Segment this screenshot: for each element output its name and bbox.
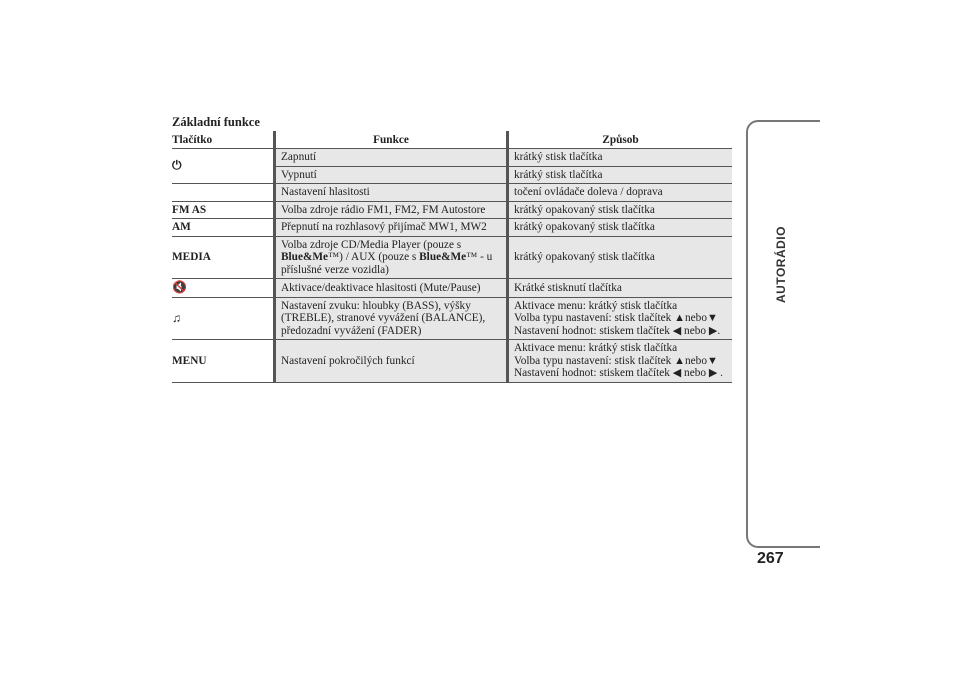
method-line: .	[717, 367, 723, 379]
method-cell: Krátké stisknutí tlačítka	[508, 279, 733, 298]
right-arrow-icon: ▶	[708, 367, 718, 379]
mute-icon: 🔇	[172, 280, 187, 294]
table-row	[172, 279, 732, 298]
method-cell	[508, 297, 733, 340]
header-method: Způsob	[508, 131, 733, 149]
up-arrow-icon: ▲	[674, 312, 686, 324]
method-line: nebo	[681, 324, 709, 337]
method-cell: krátký stisk tlačítka	[508, 166, 733, 184]
brand-name: Blue&Me	[281, 251, 329, 263]
function-cell: Aktivace/deaktivace hlasitosti (Mute/Pause)	[275, 279, 508, 298]
function-line: Nastavení zvuku: hloubky (BASS), výšky	[281, 299, 471, 312]
table-row	[172, 201, 732, 219]
method-line: nebo	[685, 312, 707, 324]
table-row	[172, 236, 732, 279]
method-cell: krátký opakovaný stisk tlačítka	[508, 201, 733, 219]
right-arrow-icon: ▶	[708, 324, 718, 337]
table-row	[172, 184, 732, 202]
function-cell: Vypnutí	[275, 166, 508, 184]
method-cell: krátký opakovaný stisk tlačítka	[508, 236, 733, 279]
function-cell: Přepnutí na rozhlasový přijímač MW1, MW2	[275, 219, 508, 237]
functions-table	[172, 131, 732, 383]
function-cell	[275, 297, 508, 340]
method-line: Volba typu nastavení: stisk tlačítek	[514, 312, 675, 324]
page-number: 267	[757, 550, 784, 567]
method-line: .	[717, 324, 721, 337]
left-arrow-icon: ◀	[672, 367, 682, 379]
down-arrow-icon: ▼	[706, 354, 718, 367]
method-line: Volba typu nastavení: stisk tlačítek	[514, 354, 675, 367]
power-button-cell	[172, 149, 275, 184]
header-button: Tlačítko	[172, 133, 213, 146]
method-line: nebo	[681, 367, 709, 379]
chapter-label: AUTORÁDIO	[774, 226, 788, 303]
function-line: Volba zdroje CD/Media Player (pouze s	[281, 238, 462, 251]
method-cell	[508, 340, 733, 383]
button-cell: MENU	[172, 340, 275, 383]
left-arrow-icon: ◀	[672, 324, 682, 337]
table-row	[172, 219, 732, 237]
function-line: příslušné verze vozidla)	[281, 263, 389, 276]
up-arrow-icon: ▲	[674, 354, 686, 367]
audio-settings-icon: ♫	[172, 310, 181, 325]
function-line: ™ - u	[466, 251, 493, 263]
function-line: (TREBLE), stranové vyvážení (BALANCE),	[281, 312, 486, 324]
method-line: Aktivace menu: krátký stisk tlačítka	[514, 342, 678, 354]
table-row	[172, 149, 732, 167]
section-title: Základní funkce	[172, 115, 260, 129]
power-icon: ⏻	[172, 158, 182, 173]
button-cell	[172, 297, 275, 340]
method-cell: točení ovládače doleva / doprava	[508, 184, 733, 202]
brand-name: Blue&Me	[419, 251, 467, 263]
button-cell: MEDIA	[172, 236, 275, 279]
chapter-tab	[746, 120, 820, 548]
function-cell	[275, 236, 508, 279]
method-cell: krátký opakovaný stisk tlačítka	[508, 219, 733, 237]
function-cell: Nastavení hlasitosti	[275, 184, 508, 202]
method-line: Aktivace menu: krátký stisk tlačítka	[514, 299, 678, 312]
method-cell: krátký stisk tlačítka	[508, 149, 733, 167]
function-cell: Nastavení pokročilých funkcí	[275, 340, 508, 383]
down-arrow-icon: ▼	[706, 312, 718, 324]
button-cell	[172, 184, 275, 202]
header-function: Funkce	[275, 131, 508, 149]
function-line: předozadní vyvážení (FADER)	[281, 324, 422, 337]
table-row	[172, 340, 732, 383]
table-header	[172, 131, 732, 149]
button-cell: FM AS	[172, 201, 275, 219]
table-row	[172, 297, 732, 340]
function-cell: Zapnutí	[275, 149, 508, 167]
button-cell: AM	[172, 219, 275, 237]
function-cell: Volba zdroje rádio FM1, FM2, FM Autostore	[275, 201, 508, 219]
function-line: ™) / AUX (pouze s	[328, 251, 420, 263]
method-line: Nastavení hodnot: stiskem tlačítek	[514, 324, 673, 337]
method-line: Nastavení hodnot: stiskem tlačítek	[514, 367, 673, 379]
button-cell	[172, 279, 275, 298]
method-line: nebo	[685, 354, 707, 367]
